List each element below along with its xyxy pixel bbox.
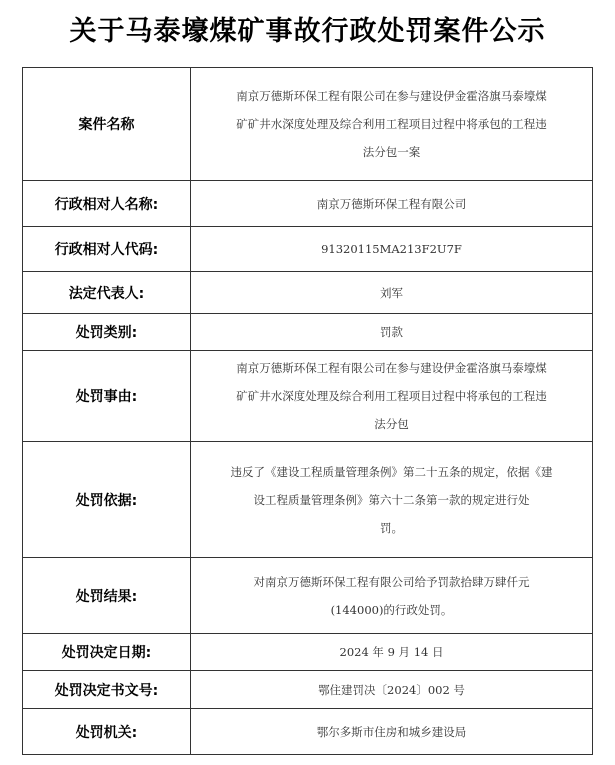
row-value-penalty-type: 罚款 bbox=[191, 314, 593, 351]
row-label-decision-number: 处罚决定书文号: bbox=[23, 671, 191, 709]
table-row bbox=[23, 442, 593, 558]
row-label-penalty-basis: 处罚依据: bbox=[23, 442, 191, 558]
row-label-penalty-authority: 处罚机关: bbox=[23, 709, 191, 755]
page-title: 关于马泰壕煤矿事故行政处罚案件公示 bbox=[69, 16, 546, 47]
row-label-penalty-result: 处罚结果: bbox=[23, 558, 191, 634]
row-value-case-name: 南京万德斯环保工程有限公司在参与建设伊金霍洛旗马泰壕煤 矿矿井水深度处理及综合利用工程项目过程中将承包的工程违 法分包一案 bbox=[191, 68, 593, 181]
row-label-decision-date: 处罚决定日期: bbox=[23, 634, 191, 671]
row-value-decision-date: 2024 年 9 月 14 日 bbox=[191, 634, 593, 671]
table-row bbox=[23, 671, 593, 709]
row-value-legal-rep: 刘军 bbox=[191, 272, 593, 314]
row-label-penalty-type: 处罚类别: bbox=[23, 314, 191, 351]
table-row bbox=[23, 272, 593, 314]
table-row bbox=[23, 227, 593, 272]
table-row bbox=[23, 68, 593, 181]
table-row bbox=[23, 709, 593, 755]
case-table bbox=[22, 67, 593, 755]
row-value-penalty-authority: 鄂尔多斯市住房和城乡建设局 bbox=[191, 709, 593, 755]
row-value-decision-number: 鄂住建罚决〔2024〕002 号 bbox=[191, 671, 593, 709]
row-label-party-code: 行政相对人代码: bbox=[23, 227, 191, 272]
row-value-penalty-reason: 南京万德斯环保工程有限公司在参与建设伊金霍洛旗马泰壕煤 矿矿井水深度处理及综合利用工程项目过程中将承包的工程违 法分包 bbox=[191, 351, 593, 442]
row-value-party-code: 91320115MA213F2U7F bbox=[191, 227, 593, 272]
row-value-penalty-basis: 违反了《建设工程质量管理条例》第二十五条的规定，依据《建 设工程质量管理条例》第六十二条第一款的规定进行处 罚。 bbox=[191, 442, 593, 558]
table-row bbox=[23, 314, 593, 351]
table-row bbox=[23, 634, 593, 671]
row-label-case-name: 案件名称 bbox=[23, 68, 191, 181]
table-row bbox=[23, 351, 593, 442]
table-row bbox=[23, 558, 593, 634]
row-value-party-name: 南京万德斯环保工程有限公司 bbox=[191, 181, 593, 227]
row-value-penalty-result: 对南京万德斯环保工程有限公司给予罚款拾肆万肆仟元 (144000)的行政处罚。 bbox=[191, 558, 593, 634]
row-label-penalty-reason: 处罚事由: bbox=[23, 351, 191, 442]
table-row bbox=[23, 181, 593, 227]
row-label-party-name: 行政相对人名称: bbox=[23, 181, 191, 227]
row-label-legal-rep: 法定代表人: bbox=[23, 272, 191, 314]
